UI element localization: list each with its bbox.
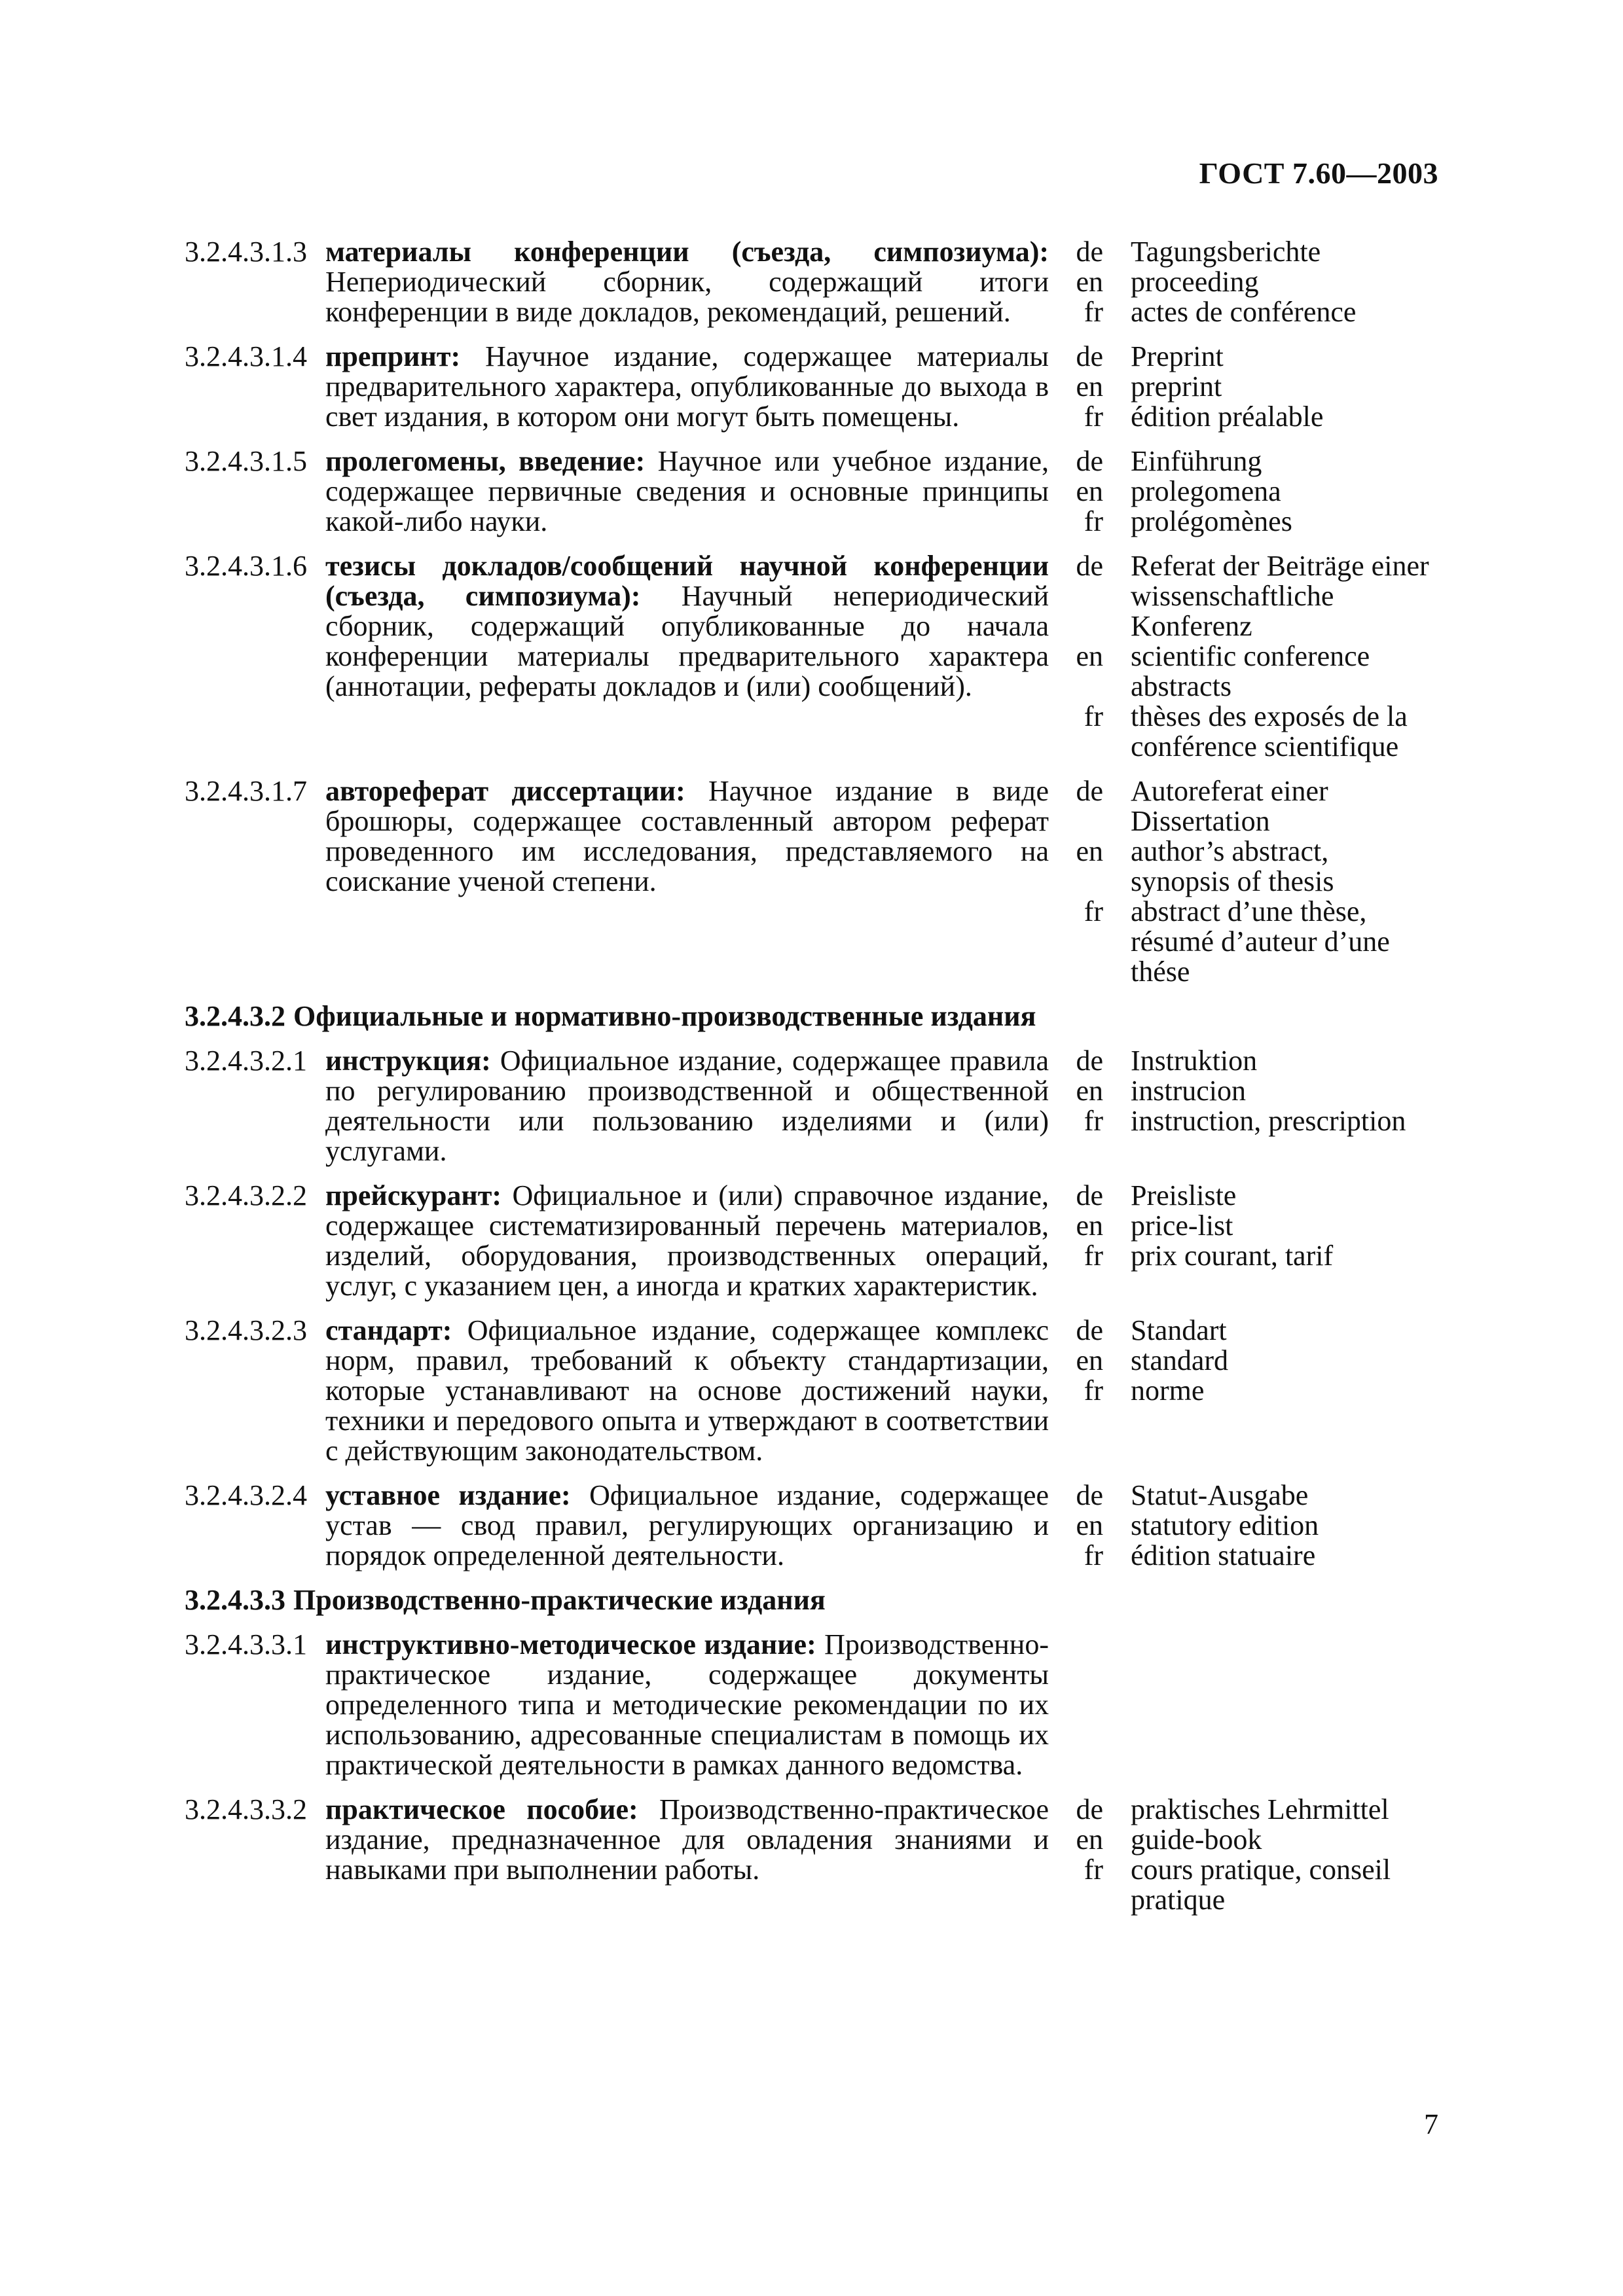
entry-term: уставное издание: xyxy=(325,1479,571,1511)
language-code: en xyxy=(1076,1075,1103,1107)
foreign-equivalents xyxy=(1131,1181,1448,1301)
equivalent-term: thèses des exposés de la xyxy=(1131,700,1408,732)
language-code xyxy=(1055,672,1103,702)
entry-number: 3.2.4.3.2.1 xyxy=(185,1045,307,1077)
foreign-equivalents xyxy=(1131,237,1448,327)
foreign-equivalents xyxy=(1131,1630,1448,1780)
entry-definition xyxy=(325,1181,1055,1301)
language-code: de xyxy=(1076,445,1103,477)
foreign-equivalents xyxy=(1131,1316,1448,1466)
language-code xyxy=(1055,806,1103,836)
equivalent-term: Konferenz xyxy=(1131,610,1252,642)
language-code: en xyxy=(1076,370,1103,403)
equivalent-term: prolégomènes xyxy=(1131,505,1292,537)
entry-number: 3.2.4.3.2.2 xyxy=(185,1179,307,1211)
foreign-equivalents xyxy=(1131,1046,1448,1166)
entries-group-1 xyxy=(185,237,1448,987)
entry-term: материалы конференции (съезда, симпозиума): xyxy=(325,236,1049,268)
language-codes xyxy=(1055,776,1131,987)
foreign-equivalents xyxy=(1131,342,1448,432)
term-entry xyxy=(185,1316,1448,1466)
language-code xyxy=(1055,732,1103,762)
language-code: de xyxy=(1076,1314,1103,1346)
equivalent-term: wissenschaftliche xyxy=(1131,580,1334,612)
language-code: en xyxy=(1076,1210,1103,1242)
entry-definition xyxy=(325,342,1055,432)
term-entry xyxy=(185,1795,1448,1915)
definition-text: Научный непериодический сборник, содержащий опубликованные до начала конференции материалы предварительного характера (аннотации, рефераты докладов и (или) сообщений). xyxy=(325,580,1049,702)
language-code: en xyxy=(1076,1823,1103,1856)
equivalent-term: guide-book xyxy=(1131,1823,1262,1856)
entry-term: практическое пособие: xyxy=(325,1793,638,1825)
entries-group-2 xyxy=(185,1046,1448,1571)
language-code: fr xyxy=(1084,1240,1103,1272)
term-entry xyxy=(185,551,1448,762)
term-entry xyxy=(185,1181,1448,1301)
equivalent-term: instruction, prescription xyxy=(1131,1105,1406,1137)
entry-definition xyxy=(325,1630,1055,1780)
entry-definition xyxy=(325,1316,1055,1466)
language-code: en xyxy=(1076,1509,1103,1541)
entry-definition xyxy=(325,1480,1055,1571)
entry-number: 3.2.4.3.2.4 xyxy=(185,1479,307,1511)
equivalent-term: scientific conference xyxy=(1131,640,1370,672)
term-entry xyxy=(185,1046,1448,1166)
language-codes xyxy=(1055,1316,1131,1466)
definition-text: Официальное и (или) справочное издание, содержащее систематизированный перечень материалов, изделий, оборудования, производственных операций, услуг, с указанием цен, а иногда и кратких характеристик. xyxy=(325,1179,1049,1302)
language-codes xyxy=(1055,551,1131,762)
language-code: fr xyxy=(1084,1374,1103,1407)
section-heading xyxy=(185,1001,1448,1031)
language-code: en xyxy=(1076,1344,1103,1376)
term-entry xyxy=(185,342,1448,432)
entry-definition xyxy=(325,1046,1055,1166)
document-header: ГОСТ 7.60—2003 xyxy=(1199,156,1438,190)
language-code: fr xyxy=(1084,700,1103,732)
language-code xyxy=(1055,957,1103,987)
term-entry xyxy=(185,237,1448,327)
entry-number: 3.2.4.3.3.1 xyxy=(185,1628,307,1660)
foreign-equivalents xyxy=(1131,1795,1448,1915)
equivalent-term: Tagungsberichte xyxy=(1131,236,1321,268)
definition-text: Производственно-практическое издание, содержащее документы определенного типа и методические рекомендации по их использованию, адресованные специалистам в помощь их практической деятельности в рамках данного ведомства. xyxy=(325,1628,1049,1781)
definition-text: Официальное издание, содержащее комплекс норм, правил, требований к объекту стандартизации, которые устанавливают на основе достижений науки, техники и передового опыта и утверждают в соответствии с действующим законодательством. xyxy=(325,1314,1049,1467)
equivalent-term: instrucion xyxy=(1131,1075,1246,1107)
equivalent-term: norme xyxy=(1131,1374,1205,1407)
language-code: de xyxy=(1076,340,1103,372)
term-entry xyxy=(185,1480,1448,1571)
entry-number: 3.2.4.3.1.7 xyxy=(185,775,307,807)
equivalent-term: résumé d’auteur d’une xyxy=(1131,925,1390,958)
language-codes xyxy=(1055,1480,1131,1571)
equivalent-term: Preisliste xyxy=(1131,1179,1237,1211)
language-code: de xyxy=(1076,1179,1103,1211)
term-entry xyxy=(185,776,1448,987)
equivalent-term: prolegomena xyxy=(1131,475,1281,507)
equivalent-term: Autoreferat einer xyxy=(1131,775,1328,807)
entry-term: стандарт: xyxy=(325,1314,452,1346)
language-code: de xyxy=(1076,236,1103,268)
entry-number: 3.2.4.3.1.3 xyxy=(185,236,307,268)
language-code: en xyxy=(1076,475,1103,507)
definition-text: Официальное издание, содержащее устав — свод правил, регулирующих организацию и порядок определенной деятельности. xyxy=(325,1479,1049,1571)
entry-number: 3.2.4.3.1.4 xyxy=(185,340,307,372)
foreign-equivalents xyxy=(1131,776,1448,987)
definition-text: Производственно-практическое издание, предназначенное для овладения знаниями и навыками при выполнении работы. xyxy=(325,1793,1049,1886)
entry-term: автореферат диссертации: xyxy=(325,775,685,807)
equivalent-term: Preprint xyxy=(1131,340,1224,372)
document-body xyxy=(185,237,1448,1929)
foreign-equivalents xyxy=(1131,551,1448,762)
equivalent-term: abstract d’une thèse, xyxy=(1131,895,1367,927)
language-code xyxy=(1055,581,1103,611)
equivalent-term: preprint xyxy=(1131,370,1222,403)
equivalent-term: Instruktion xyxy=(1131,1045,1258,1077)
section-number: 3.2.4.3.3 xyxy=(185,1584,285,1616)
entry-term: препринт: xyxy=(325,340,461,372)
term-entry xyxy=(185,1630,1448,1780)
language-code: fr xyxy=(1084,895,1103,927)
definition-text: Научное издание в виде брошюры, содержащее составленный автором реферат проведенного им исследования, представляемого на соискание ученой степени. xyxy=(325,775,1049,897)
equivalent-term: Einführung xyxy=(1131,445,1262,477)
equivalent-term: author’s abstract, xyxy=(1131,835,1329,867)
language-code xyxy=(1055,867,1103,897)
language-code xyxy=(1055,1885,1103,1915)
equivalent-term: Dissertation xyxy=(1131,805,1270,837)
entry-term: прейскурант: xyxy=(325,1179,502,1211)
equivalent-term: statutory edition xyxy=(1131,1509,1319,1541)
equivalent-term: thése xyxy=(1131,956,1190,988)
entry-number: 3.2.4.3.2.3 xyxy=(185,1314,307,1346)
language-codes xyxy=(1055,237,1131,327)
equivalent-term: synopsis of thesis xyxy=(1131,865,1334,897)
language-codes xyxy=(1055,446,1131,537)
language-codes xyxy=(1055,1795,1131,1915)
language-codes xyxy=(1055,1046,1131,1166)
entry-term: тезисы докладов/сообщений научной конференции (съезда, симпозиума): xyxy=(325,550,1049,612)
entries-group-3 xyxy=(185,1630,1448,1915)
entry-number: 3.2.4.3.3.2 xyxy=(185,1793,307,1825)
equivalent-term: actes de conférence xyxy=(1131,296,1357,328)
foreign-equivalents xyxy=(1131,446,1448,537)
language-code xyxy=(1055,611,1103,641)
language-codes xyxy=(1055,1630,1131,1780)
equivalent-term: pratique xyxy=(1131,1884,1226,1916)
equivalent-term: Standart xyxy=(1131,1314,1227,1346)
entry-definition xyxy=(325,1795,1055,1915)
equivalent-term: price-list xyxy=(1131,1210,1233,1242)
equivalent-term: édition préalable xyxy=(1131,401,1324,433)
entry-term: инструкция: xyxy=(325,1045,491,1077)
equivalent-term: cours pratique, conseil xyxy=(1131,1854,1391,1886)
language-codes xyxy=(1055,1181,1131,1301)
equivalent-term: abstracts xyxy=(1131,670,1231,702)
section-heading xyxy=(185,1585,1448,1615)
entry-definition xyxy=(325,237,1055,327)
equivalent-term: Referat der Beiträge einer xyxy=(1131,550,1429,582)
definition-text: Непериодический сборник, содержащий итоги конференции в виде докладов, рекомендаций, решений. xyxy=(325,266,1049,328)
language-code: de xyxy=(1076,1479,1103,1511)
language-code: fr xyxy=(1084,401,1103,433)
foreign-equivalents xyxy=(1131,1480,1448,1571)
language-code xyxy=(1055,927,1103,957)
equivalent-term: prix courant, tarif xyxy=(1131,1240,1334,1272)
term-entry xyxy=(185,446,1448,537)
equivalent-term: conférence scientifique xyxy=(1131,730,1399,762)
entry-term: пролегомены, введение: xyxy=(325,445,646,477)
language-code: fr xyxy=(1084,1105,1103,1137)
language-code: en xyxy=(1076,266,1103,298)
language-code: de xyxy=(1076,550,1103,582)
language-code: de xyxy=(1076,1045,1103,1077)
language-code: de xyxy=(1076,1793,1103,1825)
equivalent-term: édition statuaire xyxy=(1131,1539,1316,1571)
equivalent-term: Statut-Ausgabe xyxy=(1131,1479,1309,1511)
section-title: Официальные и нормативно-производственные издания xyxy=(293,1000,1036,1032)
language-code: fr xyxy=(1084,505,1103,537)
entry-number: 3.2.4.3.1.6 xyxy=(185,550,307,582)
definition-text: Научное издание, содержащее материалы предварительного характера, опубликованные до выхода в свет издания, в котором они могут быть помещены. xyxy=(325,340,1049,433)
section-title: Производственно-практические издания xyxy=(293,1584,826,1616)
equivalent-term: standard xyxy=(1131,1344,1229,1376)
entry-term: инструктивно-методическое издание: xyxy=(325,1628,816,1660)
page-number: 7 xyxy=(1424,2108,1438,2140)
definition-text: Научное или учебное издание, содержащее первичные сведения и основные принципы какой-либо науки. xyxy=(325,445,1049,537)
language-code: fr xyxy=(1084,1854,1103,1886)
entry-definition xyxy=(325,776,1055,987)
language-code: en xyxy=(1076,835,1103,867)
entry-number: 3.2.4.3.1.5 xyxy=(185,445,307,477)
language-code: de xyxy=(1076,775,1103,807)
language-code: fr xyxy=(1084,1539,1103,1571)
section-number: 3.2.4.3.2 xyxy=(185,1000,285,1032)
equivalent-term: praktisches Lehrmittel xyxy=(1131,1793,1389,1825)
language-codes xyxy=(1055,342,1131,432)
entry-definition xyxy=(325,446,1055,537)
language-code: en xyxy=(1076,640,1103,672)
definition-text: Официальное издание, содержащее правила по регулированию производственной и общественной деятельности или пользованию изделиями и (или) услугами. xyxy=(325,1045,1049,1167)
language-code: fr xyxy=(1084,296,1103,328)
entry-definition xyxy=(325,551,1055,762)
equivalent-term: proceeding xyxy=(1131,266,1259,298)
